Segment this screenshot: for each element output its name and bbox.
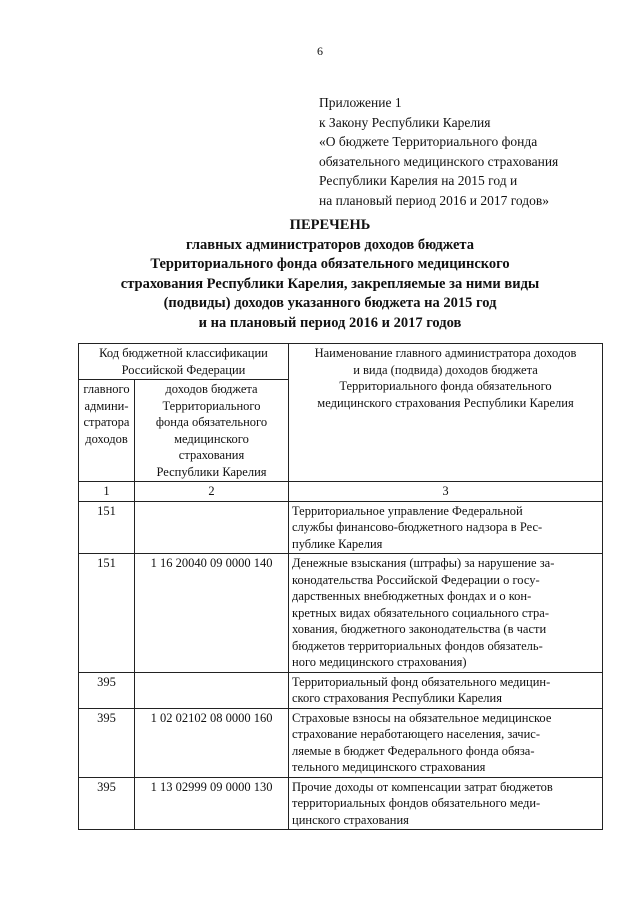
income-code-cell: 1 02 02102 08 0000 160 [135,708,289,777]
appendix-block [319,93,619,210]
appendix-line: к Закону Республики Карелия [319,114,491,130]
revenue-administrators-table [78,343,603,830]
table-row [79,777,603,830]
header-budget-code: Код бюджетной классификации Российской Федерации [79,344,289,380]
admin-code-cell: 151 [79,501,135,554]
subheader-fund-income: доходов бюджета Территориального фонда обязательного медицинского страхования Республики Карелия [135,380,289,482]
table-row [79,554,603,673]
name-cell: Территориальное управление Федеральной службы финансово-бюджетного надзора в Рес- публике Карелия [289,501,603,554]
column-number: 3 [289,482,603,502]
income-code-cell [135,501,289,554]
appendix-line: на плановый период 2016 и 2017 годов» [319,192,550,208]
column-number-row [79,482,603,502]
name-cell: Страховые взносы на обязательное медицинское страхование неработающего населения, зачис- ляемые в бюджет Федерального фонда обяза- тельного медицинского страхования [289,708,603,777]
admin-code-cell: 395 [79,672,135,708]
header-administrator-name: Наименование главного администратора доходов и вида (подвида) доходов бюджета Территориального фонда обязательного медицинского страхования Республики Карелия [289,344,603,482]
name-cell: Территориальный фонд обязательного медицин- ского страхования Республики Карелия [289,672,603,708]
table-row [79,672,603,708]
name-cell: Прочие доходы от компенсации затрат бюджетов территориальных фондов обязательного меди- цинского страхования [289,777,603,830]
page-number: 6 [317,44,323,58]
table-row [79,708,603,777]
title-line: главных администраторов доходов бюджета [186,236,474,253]
table-row [79,501,603,554]
title-heading: ПЕРЕЧЕНЬ [289,217,371,233]
title-line: (подвиды) доходов указанного бюджета на 2015 год [163,295,497,311]
title-line: и на плановый период 2016 и 2017 годов [198,314,462,331]
income-code-cell [135,672,289,708]
admin-code-cell: 395 [79,708,135,777]
title-line: страхования Республики Карелия, закрепляемые за ними виды [120,275,540,292]
column-number: 2 [135,482,289,502]
admin-code-cell: 151 [79,554,135,673]
appendix-line: Республики Карелия на 2015 год и [319,173,518,188]
appendix-line: Приложение 1 [319,95,402,110]
title-line: Территориального фонда обязательного медицинского [150,256,510,272]
admin-code-cell: 395 [79,777,135,830]
income-code-cell: 1 16 20040 09 0000 140 [135,554,289,673]
document-title [60,216,600,333]
appendix-line: обязательного медицинского страхования [319,153,559,169]
table-header-row [79,344,603,380]
subheader-chief-administrator: главного админи- стратора доходов [79,380,135,482]
appendix-line: «О бюджете Территориального фонда [319,134,538,149]
name-cell: Денежные взыскания (штрафы) за нарушение за- конодательства Российской Федерации о госу- дарственных внебюджетных фондах и о кон- кретных видах обязательного социального стра- хования, бюджетного законодательства (в части бюджетов территориальных фондов обязатель- ного медицинского страхования) [289,554,603,673]
income-code-cell: 1 13 02999 09 0000 130 [135,777,289,830]
column-number: 1 [79,482,135,502]
